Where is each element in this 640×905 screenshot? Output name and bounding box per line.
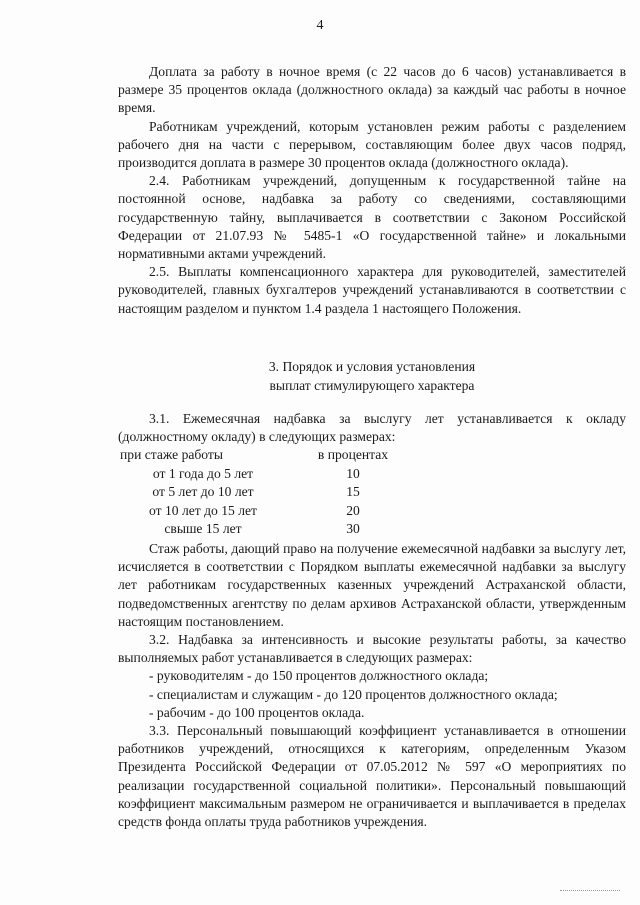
list-item: - рабочим - до 100 процентов оклада. — [149, 704, 365, 720]
col-header-experience: при стаже работы — [120, 447, 224, 462]
paragraph-3-2: 3.2. Надбавка за интенсивность и высокие результаты работы, за качество выполняемых работ устанавливается в следующих размерах: — [118, 632, 626, 666]
table-row — [118, 520, 418, 539]
table-cell-range: свыше 15 лет — [164, 521, 242, 537]
table-row — [118, 502, 418, 521]
section2-continuation — [118, 63, 626, 318]
list-item: - руководителям - до 150 процентов должностного оклада; — [149, 668, 489, 684]
paragraph-2-4: 2.4. Работникам учреждений, допущенным к государственной тайне на постоянной основе, надбавка за работу со сведениями, составляющими государственную тайну, выплачивается в соответствии с Законом Российской Федерации от 21.07.93 № 5485-1 «О государственной тайне» и локальными нормативными актами учреждений. — [118, 173, 626, 262]
section3-heading-line1: 3. Порядок и условия установления — [268, 359, 476, 374]
paragraph-3-3: 3.3. Персональный повышающий коэффициент устанавливается в отношении работников учреждений, относящихся к категориям, определенным Указом Президента Российской Федерации от 07.05.2012 № 597 «О мероприятиях по реализации государственной социальной политики». Персональный повышающий коэффициент максимальным размером не ограничивается и выплачивается в пределах средств фонда оплаты труда работников учреждения. — [118, 723, 626, 830]
table-row — [118, 483, 418, 502]
table-cell-percent: 15 — [346, 484, 360, 500]
table-header-row — [118, 446, 418, 465]
scan-artifact-divider — [560, 890, 620, 892]
paragraph-3-1: 3.1. Ежемесячная надбавка за выслугу лет устанавливается к окладу (должностному окладу) в следующих размерах: — [118, 411, 626, 445]
table-row — [118, 465, 418, 484]
page-number: 4 — [316, 18, 324, 33]
seniority-table — [118, 446, 418, 539]
table-cell-percent: 10 — [346, 465, 360, 481]
paragraph-night-work: Доплата за работу в ночное время (с 22 часов до 6 часов) устанавливается в размере 35 процентов оклада (должностного оклада) за каждый час работы в ночное время. — [118, 64, 626, 116]
paragraph-split-shift: Работникам учреждений, которым установлен режим работы с разделением рабочего дня на части с перерывом, составляющим более двух часов подряд, производится доплата в размере 30 процентов оклада (должностного оклада). — [118, 118, 626, 171]
paragraph-stazh: Стаж работы, дающий право на получение ежемесячной надбавки за выслугу лет, исчисляется в соответствии с Порядком выплаты ежемесячной надбавки за выслугу лет работникам государственных казенных учреждений Астраханской области, подведомственных агентству по делам архивов Астраханской области, утвержденным настоящим постановлением. — [118, 541, 626, 629]
section3-body — [118, 540, 626, 831]
table-cell-range: от 10 лет до 15 лет — [149, 502, 257, 518]
paragraph-3-1-block — [118, 410, 626, 446]
col-header-percent: в процентах — [317, 447, 389, 462]
table-cell-range: от 1 года до 5 лет — [152, 465, 254, 481]
list-item: - специалистам и служащим - до 120 процентов должностного оклада; — [149, 686, 558, 702]
section3-heading-line2: выплат стимулирующего характера — [269, 378, 475, 393]
table-cell-range: от 5 лет до 10 лет — [152, 484, 254, 500]
table-cell-percent: 30 — [346, 521, 360, 537]
paragraph-2-5: 2.5. Выплаты компенсационного характера для руководителей, заместителей руководителей, главных бухгалтеров учреждений устанавливаются в соответствии с настоящим разделом и пунктом 1.4 раздела 1 настоящего Положения. — [118, 264, 626, 316]
table-cell-percent: 20 — [346, 502, 360, 518]
section3-heading — [118, 357, 626, 395]
